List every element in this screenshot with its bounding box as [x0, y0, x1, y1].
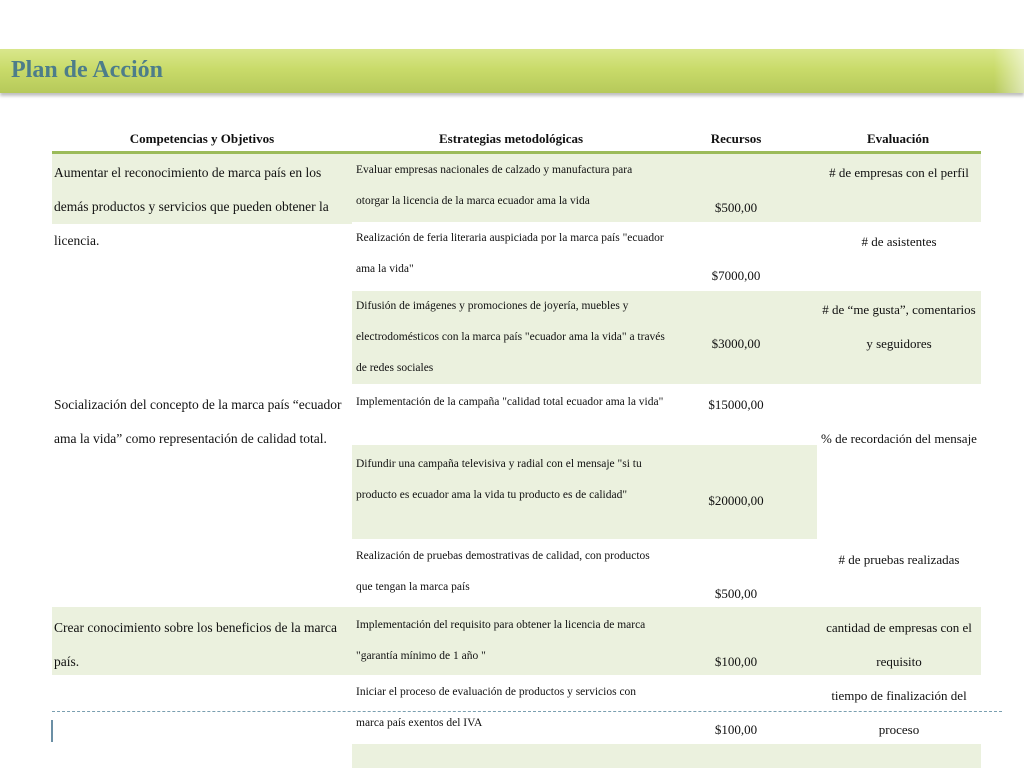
header-strategies: Estrategias metodológicas — [438, 131, 584, 146]
header-objectives: Competencias y Objetivos — [129, 131, 275, 146]
resource-3: $3000,00 — [711, 336, 761, 351]
strategy-6: Realización de pruebas demostrativas de calidad, con productos que tengan la marca país — [356, 550, 650, 593]
resource-5: $20000,00 — [708, 493, 764, 508]
strategy-4: Implementación de la campaña "calidad total ecuador ama la vida" — [356, 396, 664, 408]
evaluation-1: # de empresas con el perfil — [829, 165, 969, 180]
evaluation-7: tiempo de finalización del proceso — [831, 688, 967, 737]
resource-4: $15000,00 — [708, 397, 764, 412]
header-evaluation: Evaluación — [866, 131, 930, 146]
evaluation-5: # de pruebas realizadas — [838, 552, 960, 567]
strategy-8: Iniciar el proceso de evaluación de productos y servicios con marca país exentos del IVA — [356, 686, 637, 729]
evaluation-6: cantidad de empresas con el requisito — [826, 620, 972, 669]
resource-7: $100,00 — [714, 654, 758, 669]
objective-3: Crear conocimiento sobre los beneficios de la marca país. — [54, 620, 338, 669]
evaluation-2: # de asistentes — [861, 234, 937, 249]
objective-1: Aumentar el reconocimiento de marca país en los demás productos y servicios que pueden obtener la licencia. — [54, 165, 329, 248]
strategy-3: Difusión de imágenes y promociones de joyería, muebles y electrodomésticos con la marca país "ecuador ama la vida" a través de redes sociales — [356, 300, 665, 374]
resource-8: $100,00 — [714, 722, 758, 737]
row-bg-9 — [352, 744, 981, 768]
dashed-divider — [52, 711, 1002, 712]
left-edge-marker — [51, 720, 53, 742]
evaluation-4: % de recordación del mensaje — [821, 431, 977, 446]
strategy-1: Evaluar empresas nacionales de calzado y manufactura para otorgar la licencia de la marca ecuador ama la vida — [356, 164, 633, 207]
evaluation-3: # de “me gusta”, comentarios y seguidores — [822, 302, 976, 351]
header-resources: Recursos — [710, 131, 762, 146]
resource-6: $500,00 — [714, 586, 758, 601]
resource-1: $500,00 — [714, 200, 758, 215]
page-title: Plan de Acción — [11, 57, 164, 83]
strategy-5: Difundir una campaña televisiva y radial con el mensaje "si tu producto es ecuador ama la vida tu producto es de calidad" — [356, 458, 642, 501]
strategy-7: Implementación del requisito para obtener la licencia de marca "garantía mínimo de 1 año " — [356, 619, 646, 662]
resource-2: $7000,00 — [711, 268, 761, 283]
title-bar — [0, 49, 1024, 93]
strategy-2: Realización de feria literaria auspiciada por la marca país "ecuador ama la vida" — [356, 232, 664, 275]
title-bar-highlight — [994, 49, 1024, 93]
objective-2: Socialización del concepto de la marca país “ecuador ama la vida” como representación de calidad total. — [54, 397, 342, 446]
